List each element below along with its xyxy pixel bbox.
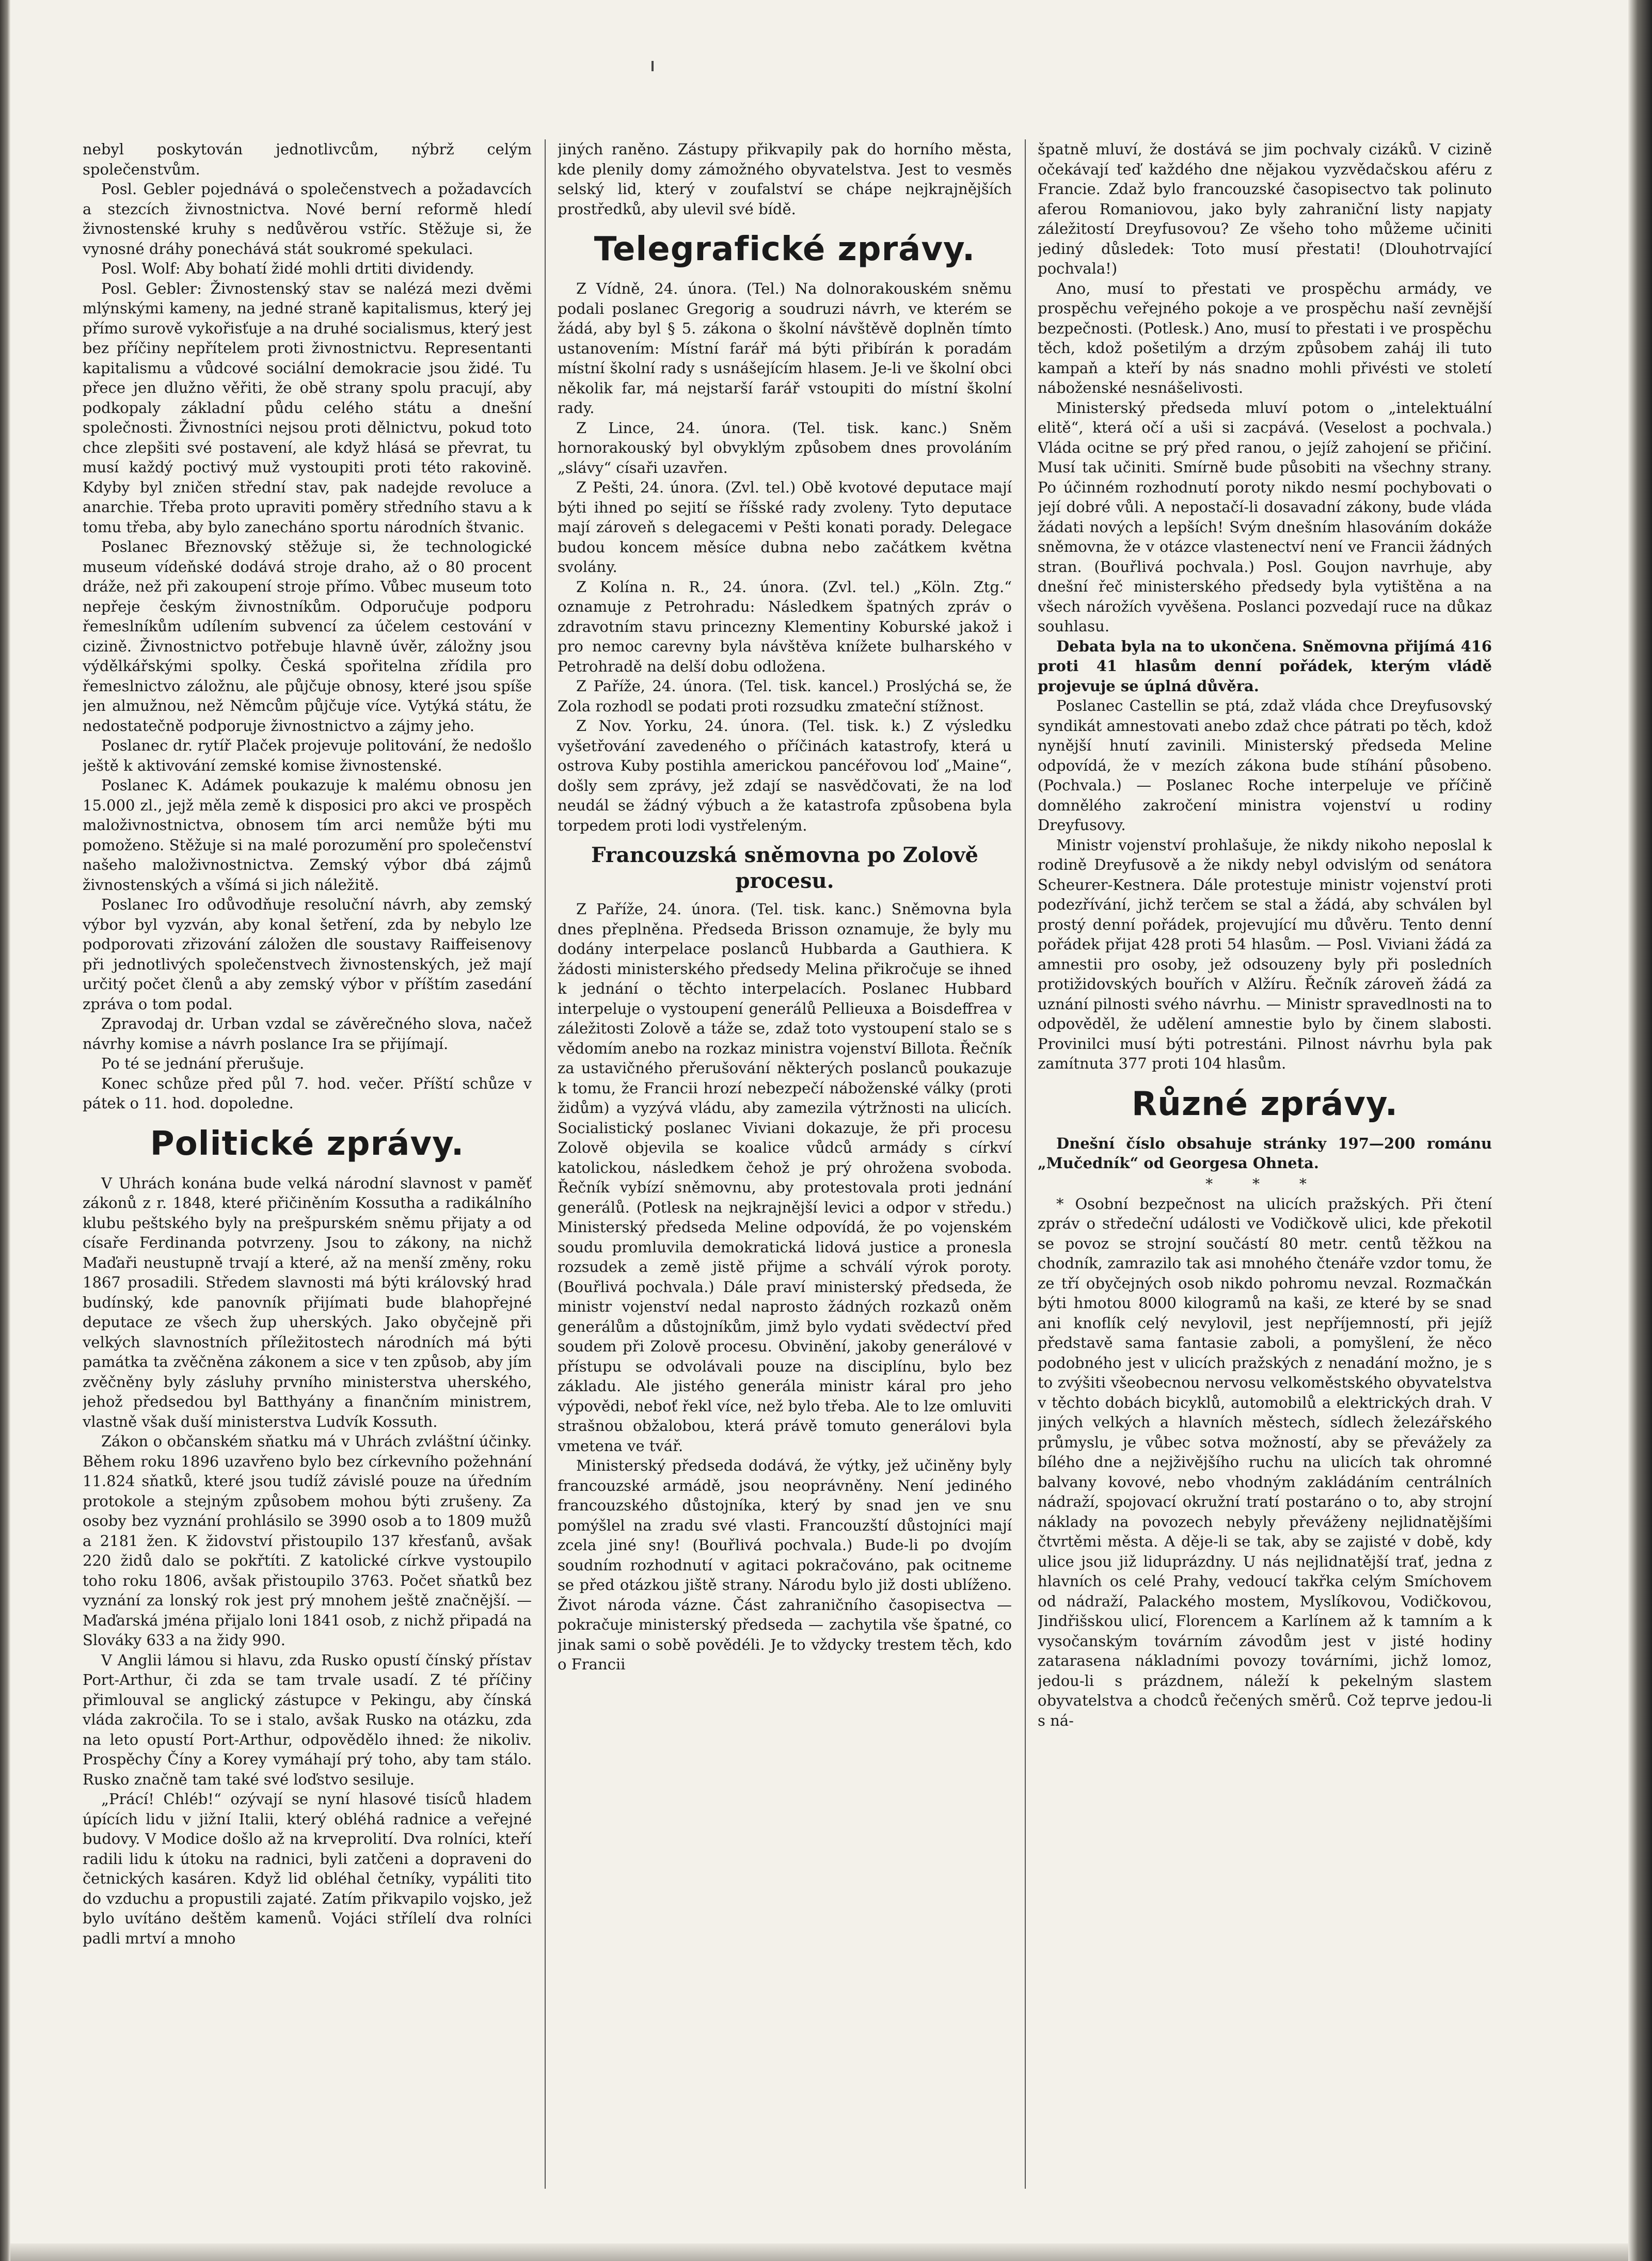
paragraph: Konec schůze před půl 7. hod. večer. Příští schůze v pátek o 11. hod. dopoledne. <box>83 1074 532 1112</box>
column-2 <box>558 139 1012 2189</box>
scan-right-edge <box>1628 0 1652 2261</box>
paragraph: Zákon o občanském sňatku má v Uhrách zvláštní účinky. Během roku 1896 uzavřeno bylo bez církevního požehnání 11.824 sňatků, které jsou tudíž závislé pouze na úředním protokole a stejným způsobem mohou býti zrušeny. Za osoby bez vyznání prohlásilo se 3990 osob a to 1809 mužů a 2181 žen. K židovství přistoupilo 137 křesťanů, avšak 220 židů dalo se pokřtíti. Z katolické církve vystoupilo toho roku 1806, avšak přistoupilo 3763. Počet sňatků bez vyznání za lonský rok jest prý mnohem ještě značnější. — Maďarská jména přijalo loni 1841 osob, z nichž připadá na Slováky 633 a na židy 990. <box>83 1432 532 1649</box>
paragraph: Z Paříže, 24. února. (Tel. tisk. kanc.) Sněmovna byla dnes přeplněna. Předseda Brisson oznamuje, že byly mu dodány interpelace poslanců Hubbarda a Gauthiera. K žádosti ministerského předsedy Melina přikročuje se ihned k jednání o těchto interpelacích. Poslanec Hubbard interpeluje o vystoupení generálů Pellieuxa a Boisdeffrea v záležitosti Zolově a táže se, zdaž toto vystoupení stalo se s vědomím anebo na rozkaz ministra vojenství Billota. Řečník za ustavičného přerušování některých poslanců poukazuje k tomu, že Francii hrozí nebezpečí náboženské války (proti židům) a vyzývá vládu, aby zamezila výtržnosti na ulicích. Socialistický poslanec Viviani dokazuje, že při procesu Zolově objevila se koalice vůdců armády s církví katolickou, následkem čehož je prý ohrožena svoboda. Řečník vybízí sněmovnu, aby protestovala proti jednání generálů. (Potlesk na nejkrajnější levici a odpor v středu.) Ministerský předseda Meline odpovídá, že po vojenském soudu promluvila demokratická lidová justice a pronesla rozsudek a země jistě přijme a schválí výrok poroty. (Bouřlivá pochvala.) Dále praví ministerský předseda, že ministr vojenství nedal naprosto žádných rozkazů oněm generálům a důstojníkům, jimž bylo vydati svědectví před soudem při Zolově procesu. Obvinění, jakoby generálové v přístupu se odvolávali pouze na disciplínu, bylo bez základu. Ale jistého generála ministr káral pro jeho výpovědi, neboť řekl více, než bylo třeba. Ale to lze omluviti strašnou obžalobou, která právě tomuto generálovi byla vmetena ve tvář. <box>558 900 1012 1455</box>
paragraph: Poslanec dr. rytíř Plaček projevuje politování, že nedošlo ještě k aktivování zemské komise živnostenské. <box>83 737 532 774</box>
paragraph: Z Lince, 24. února. (Tel. tisk. kanc.) Sněm hornorakouský byl obvyklým způsobem dnes provoláním „slávy“ císaři uzavřen. <box>558 419 1012 476</box>
paragraph: Poslanec Iro odůvodňuje resoluční návrh, aby zemský výbor byl vyzván, aby konal šetření, zda by nebylo lze podporovati zřizování záložen dle soustavy Raiffeisenovy při jednotlivých společenstvech živnostenských, jež mají určitý počet členů a aby zemský výbor v příštím zasedání zpráva o tom podal. <box>83 896 532 1013</box>
paragraph: * Osobní bezpečnost na ulicích pražských. Při čtení zpráv o středeční události ve Vodičkově ulici, kde překotil se povoz se strojní součástí 80 metr. centů těžkou na chodník, zamrazilo tak asi mnohého čtenáře vzdor tomu, že ze tří obyčejných osob nikdo pohromu nevzal. Rozmačkán býti hmotou 8000 kilogramů na kaši, ze které by se snad ani knoflík celý nevylovil, jest nepříjemností, při jejíž představě sama fantasie zaboli, a pomyšlení, že něco podobného jest v ulicích pražských z nenadání možno, je s to zvýšiti všeobecnou nervosu velkoměstského obyvatelstva v těchto dobách bicyklů, automobilů a elektrických drah. V jiných velkých a hlavních městech, sídlech železářského průmyslu, je vůbec sotva možností, aby se převážely za bílého dne a nejživějšího ruchu na ulicích tak ohromné balvany kovové, nebo vhodným zakládáním centrálních nádraží, spojovací okružní tratí postaráno o to, aby strojní náklady na povozech nebyly převáženy nejlidnatějšími čtvrtěmi města. A děje-li se tak, aby se zajisté v době, kdy ulice jsou již liduprázdny. U nás nejlidnatější trať, jedna z hlavních os celé Prahy, vedoucí takřka celým Smíchovem od nádraží, Palackého mostem, Myslíkovou, Vodičkovou, Jindřišskou ulicí, Florencem a Karlínem až k tamním a k vysočanským továrním závodům jest v jisté hodiny zatarasena nákladními povozy továrními, jichž lomoz, jedou-li s prázdnem, náleží k pekelným slastem obyvatelstva a chodců řečených směrů. Což teprve jedou-li s ná- <box>1038 1195 1492 1729</box>
paragraph: Ministerský předseda dodává, že výtky, jež učiněny byly francouzské armádě, jsou neoprávněny. Není jediného francouzského důstojníka, který by snad jen ve snu pomýšlel na zradu své vlasti. Francouzští důstojníci mají zcela jiné sny! (Bouřlivá pochvala.) Bude-li po dvojím soudním rozhodnutí v agitaci pokračováno, pak ocitneme se před otázkou jiště strany. Národu bylo již dosti ublíženo. Život národa vázne. Část zahraničního časopisectva — pokračuje ministerský předseda — zachytila vše špatné, co jinak sami o sobě povědéli. Je to vždycky trestem těch, kdo o Francii <box>558 1457 1012 1673</box>
paragraph: V Uhrách konána bude velká národní slavnost v paměť zákonů z r. 1848, které přičiněním Kossutha a radikálního klubu peštského byly na prešpurském sněmu přijaty a od císaře Ferdinanda potvrzeny. Jsou to zákony, na nichž Maďaři neustupně trvají a které, až na menší změny, roku 1867 prosadili. Středem slavnosti má býti královský hrad budínský, kde panovník přijímati bude blahopřejné deputace ze všech žup uherských. Jako obyčejně při velkých slavnostních příležitostech národních má býti památka ta zvěčněna zákonem a sice v ten způsob, aby jím zvěčněny byly zásluhy prvního ministerstva uherského, jehož předsedou byl Batthyány a finančním ministrem, vlastně však duší ministerstva Ludvík Kossuth. <box>83 1174 532 1430</box>
section-heading: Různé zprávy. <box>1131 1085 1399 1123</box>
scan-bottom-edge <box>10 2243 1628 2261</box>
paragraph: Poslanec K. Adámek poukazuje k malému obnosu jen 15.000 zl., jejž měla země k disposici pro akci ve prospěch maloživnostnictva, obnosem tím arci nemůže býti mu pomoženo. Stěžuje si na malé porozumění pro společenství našeho maloživnostnictva. Zemský výbor dbá zájmů živnostenských a všímá si jich náležitě. <box>83 776 532 894</box>
column-rule <box>545 139 546 2189</box>
paragraph: V Anglii lámou si hlavu, zda Rusko opustí čínský přístav Port-Arthur, či zda se tam trvale usadí. Z té příčiny přimlouval se anglický zástupce v Pekingu, aby čínská vláda zakročila. To se i stalo, avšak Rusko na otázku, zda na leto opustí Port-Arthur, odpovědělo ihned: že nikoliv. Prospěchy Číny a Korey vymáhají prý toho, aby tam stálo. Rusko značně tam také své loďstvo sesiluje. <box>83 1651 532 1788</box>
paragraph: Ministr vojenství prohlašuje, že nikdy nikoho neposlal k rodině Dreyfusově a že nikdy nebyl odvislým od senátora Scheurer-Kestnera. Dále protestuje ministr vojenství proti podezřívání, jichž terčem se stal a žádá, aby schválen byl prostý denní pořádek, projevující mu důvěru. Tento denní pořádek přijat 428 proti 54 hlasům. — Posl. Viviani žádá za amnestii pro osoby, jež odsouzeny byly při posledních protižidovských bouřích v Alžíru. Řečník zároveň žádá za uznání pilnosti svého návrhu. — Ministr spravedlnosti na to odpověděl, že udělení amnestie bylo by činem slabosti. Provinilci musí býti potrestáni. Pilnost návrhu byla pak zamítnuta 377 proti 104 hlasům. <box>1038 836 1492 1072</box>
paragraph: Z Paříže, 24. února. (Tel. tisk. kancel.) Proslýchá se, že Zola rozhodl se podati proti rozsudku zmateční stížnost. <box>558 677 1012 715</box>
paragraph: Poslanec Castellin se ptá, zdaž vláda chce Dreyfusovský syndikát amnestovati anebo zdaž chce pátrati po těch, kdož nynější hnutí zavinili. Ministerský předseda Meline odpovídá, že v mezích zákona bude stíhání působeno. (Pochvala.) — Poslanec Roche interpeluje ve příčině domnělého zakročení ministra vojenství u rodiny Dreyfusovy. <box>1038 697 1492 834</box>
paragraph: Posl. Wolf: Aby bohatí židé mohli drtiti dividendy. <box>101 260 474 277</box>
paragraph: Ano, musí to přestati ve prospěchu armády, ve prospěchu veřejného pokoje a ve prospěchu naší zevnější bezpečnosti. (Potlesk.) Ano, musí to přestati i ve prospěchu těch, kdož pošetilým a drzým způsobem zaháj ili tuto kampaň a kteří by nás snadno mohli přivésti ve století náboženské nesnášelivosti. <box>1038 279 1492 396</box>
paragraph: nebyl poskytován jednotlivcům, nýbrž celým společenstvům. <box>83 140 532 178</box>
section-heading: Politické zprávy. <box>150 1124 465 1163</box>
paragraph: Z Pešti, 24. února. (Zvl. tel.) Obě kvotové deputace mají býti ihned po sejití se říšské rady zvoleny. Tyto deputace mají zároveň s delegacemi v Pešti konati porady. Delegace budou koncem měsíce dubna nebo začátkem května svolány. <box>558 479 1012 576</box>
article-subheading: Francouzská sněmovna po Zolově procesu. <box>591 843 978 893</box>
paragraph: Debata byla na to ukončena. Sněmovna přijímá 416 proti 41 hlasům denní pořádek, kterým vládě projevuje se úplná důvěra. <box>1038 637 1492 695</box>
section-heading: Telegrafické zprávy. <box>594 230 976 268</box>
column-1 <box>83 139 532 2189</box>
paragraph: Z Kolína n. R., 24. února. (Zvl. tel.) „Köln. Ztg.“ oznamuje z Petrohradu: Následkem špatných zpráv o zdravotním stavu princezny Klementiny Koburské jakož i pro nemoc carevny byla návštěva knížete bulharského v Petrohradě na delší dobu odložena. <box>558 578 1012 675</box>
paragraph: „Prácí! Chléb!“ ozývají se nyní hlasové tisíců hladem úpících lidu v jižní Italii, který obléhá radnice a veřejné budovy. V Modice došlo až na krveprolití. Dva rolníci, kteří radili lidu k útoku na radnici, byli zatčeni a dopraveni do četnických kasáren. Když lid obléhal četníky, vypáliti tito do vzduchu a propustili zajaté. Zatím přikvapilo vojsko, jež bylo uvítáno deštěm kamenů. Vojáci střílelí dva rolníci padli mrtví a mnoho <box>83 1790 532 1947</box>
folio-mark <box>652 61 654 71</box>
paragraph: Ministerský předseda mluví potom o „intelektuální elitě“, která očí a uši si zacpává. (Veselost a pochvala.) Vláda ocitne se prý před ranou, o jejíž zahojení se přičiní. Musí tak učiniti. Smírně bude působiti na všechny strany. Po účinném rozhodnutí poroty nikdo nesmí pochybovati o její dobré vůli. A nepostačí-li dosavadní zákony, bude vláda žádati nových a lepších! Svým dnešním hlasováním dokáže sněmovna, že v otázce vlastenectví není ve Francii žádných stran. (Bouřlivá pochvala.) Posl. Goujon navrhuje, aby dnešní řeč ministerského předsedy byla vytištěna a na všech nárožích vyvěšena. Poslanci pozvedají ruce na důkaz souhlasu. <box>1038 399 1492 635</box>
paragraph: Po té se jednání přerušuje. <box>101 1055 305 1072</box>
paragraph: jiných raněno. Zástupy přikvapily pak do horního města, kde plenily domy zámožného obyvatelstva. Jest to vesměs selský lid, který v zoufalství se chápe nejkrajnějších prostředků, aby ulevil své bídě. <box>558 140 1012 218</box>
paragraph: Poslanec Březnovský stěžuje si, že technologické museum vídeňské dodává stroje draho, až o 80 procent dráže, než při zakoupení stroje přímo. Vůbec museum toto nepřeje českým živnostníkům. Odporučuje podporu řemeslníkům udílením subvencí za účelem cestování v cizině. Živnostnictvo potřebuje hlavně úvěr, záložny jsou výdělkářskými spolky. Česká spořitelna zřídila pro řemeslnictvo záložnu, ale půjčuje obnosy, které jsou spíše jen almužnou, než Němcům půjčuje více. Vytýká státu, že nedostatečně podporuje živnostnictvo a zájmy jeho. <box>83 538 532 735</box>
column-3 <box>1038 139 1492 2189</box>
paragraph: Z Vídně, 24. února. (Tel.) Na dolnorakouském sněmu podali poslanec Gregorig a soudruzi návrh, ve kterém se žádá, aby byl § 5. zákona o školní návštěvě doplněn tímto ustanovením: Místní farář má býti přibírán k poradám místní školní rady s usnášejícím hlasem. Je-li ve školní obci několik far, má nejstarší farář vstoupiti do místní školní rady. <box>558 280 1012 417</box>
paragraph: Posl. Gebler: Živnostenský stav se nalézá mezi dvěmi mlýnskými kameny, na jedné straně kapitalismus, který jej přímo surově vykořisťuje a na druhé socialismus, který jest bez příčiny nepřítelem proti živnostnictvu. Representanti kapitalismu a vůdcové sociální demokracie jsou židé. Tu přece jen dlužno věřiti, že obě strany spolu pracují, aby podkopaly základní půdu celého státu a dnešní společnosti. Živnostníci nejsou proti dělnictvu, pokud toto chce zlepšiti své postavení, ale když hlásá se převrat, tu musí každý poctivý muž vystoupiti proti této rakovině. Kdyby byl zničen střední stav, pak nadejde revoluce a anarchie. Třeba proto upraviti poměry středního stavu a k tomu třeba, aby bylo zanecháno sportu národních štvanic. <box>83 279 532 536</box>
scan-left-edge <box>0 0 10 2261</box>
paragraph: Zpravodaj dr. Urban vzdal se závěrečného slova, načež návrhy komise a návrh poslance Ira se přijímají. <box>83 1015 532 1053</box>
newspaper-page <box>83 139 1497 2189</box>
column-rule <box>1025 139 1026 2189</box>
paragraph: Z Nov. Yorku, 24. února. (Tel. tisk. k.) Z výsledku vyšetřování zavedeného o příčinách katastrofy, která u ostrova Kuby postihla americkou pancéřovou loď „Maine“, došly sem zprávy, jež zdají se nasvědčovati, že na loď neudál se žádný výbuch a že katastrofa způsobena byla torpedem proti lodi vystřeleným. <box>558 717 1012 834</box>
section-divider-stars: * * * <box>1205 1175 1324 1192</box>
paragraph: Dnešní číslo obsahuje stránky 197—200 románu „Mučedník“ od Georgesa Ohneta. <box>1038 1134 1492 1172</box>
paragraph: špatně mluví, že dostává se jim pochvaly cizáků. V cizině očekávají teď každého dne nějakou vyzvědačskou aféru z Francie. Zdaž bylo francouzské časopisectvo tak polinuto aferou Romaniovou, jako byly zahraniční listy napjaty záležitostí Dreyfusovou? Ze všeho toho můžeme učiniti jediný důsledek: Toto musí přestati! (Dlouhotrvající pochvala!) <box>1038 140 1492 277</box>
paragraph: Posl. Gebler pojednává o společenstvech a požadavcích a stezcích živnostnictva. Nové berní reformě hledí živnostenské kruhy s nedůvěrou vstříc. Stěžuje si, že vynosné dráhy ponechává stát soukromé spekulaci. <box>83 180 532 258</box>
